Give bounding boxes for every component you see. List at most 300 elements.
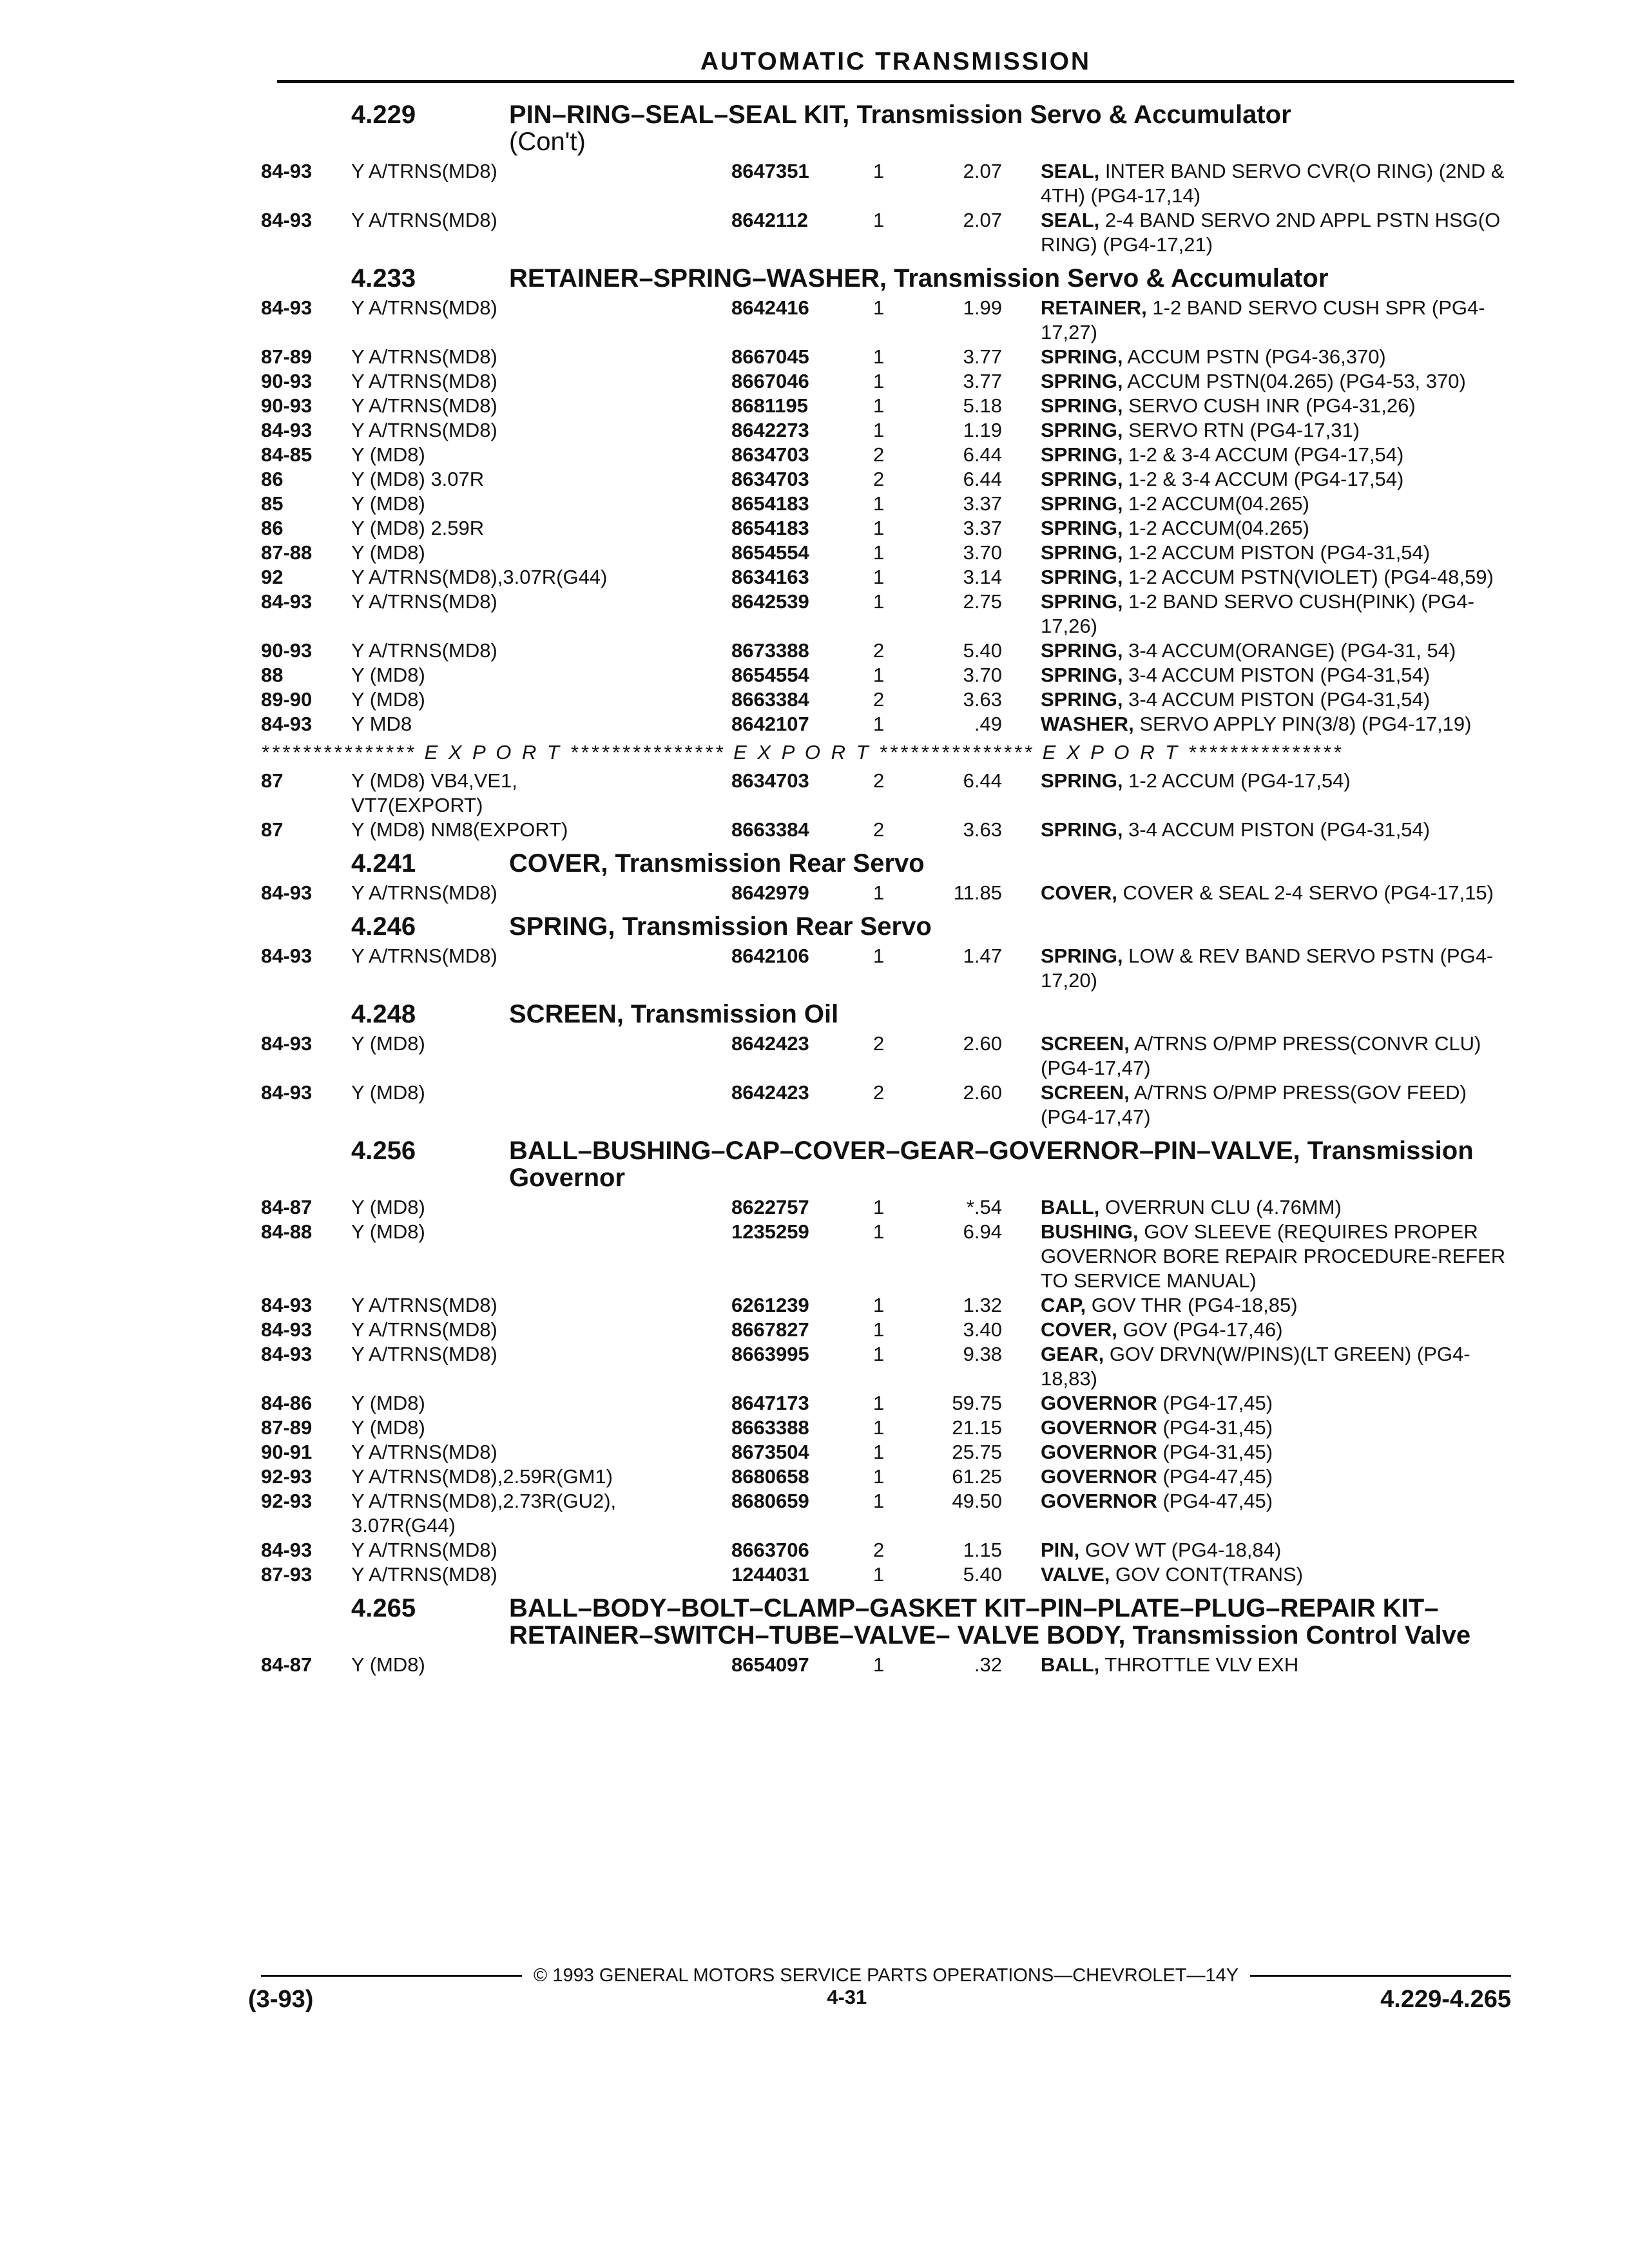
- quantity: 2: [873, 818, 885, 841]
- application-text: Y A/TRNS(MD8): [351, 945, 497, 967]
- quantity: 1: [873, 1318, 885, 1341]
- part-detail: (PG4-47,45): [1162, 1490, 1273, 1512]
- part-detail: OVERRUN CLU (4.76MM): [1104, 1196, 1342, 1218]
- application: [351, 1032, 731, 1056]
- section-subtitle: (Con't): [509, 128, 586, 156]
- application: [351, 394, 731, 418]
- application: [351, 159, 731, 184]
- part-number: 1244031: [731, 1563, 809, 1586]
- footer-page-number: 4-31: [827, 1986, 867, 2008]
- part-name: BALL,: [1041, 1653, 1100, 1676]
- application: [351, 369, 731, 394]
- application: [351, 818, 731, 842]
- part-number: 8663384: [731, 818, 809, 841]
- model-years: 84-93: [261, 1032, 313, 1055]
- catalog-section: [261, 265, 1518, 842]
- price: 3.14: [963, 566, 1002, 588]
- part-detail: GOV CONT(TRANS): [1115, 1563, 1304, 1586]
- price: 6.44: [963, 468, 1002, 490]
- model-years: 84-93: [261, 1318, 313, 1341]
- part-detail: SERVO RTN (PG4-17,31): [1128, 419, 1360, 441]
- table-row: [261, 541, 1518, 565]
- part-detail: ACCUM PSTN (PG4-36,370): [1127, 345, 1386, 368]
- part-detail: 1-2 ACCUM(04.265): [1128, 517, 1309, 539]
- section-title: SPRING, Transmission Rear Servo: [509, 912, 932, 941]
- price: 3.63: [963, 818, 1002, 841]
- application-text: Y A/TRNS(MD8): [351, 370, 497, 392]
- part-number: 8642979: [731, 881, 809, 904]
- section-title-block: [509, 265, 1518, 292]
- part-name: SPRING,: [1041, 443, 1123, 466]
- table-row: [261, 443, 1518, 467]
- application: [351, 590, 731, 614]
- application: [351, 467, 731, 492]
- table-row: [261, 663, 1518, 687]
- application-text: Y (MD8): [351, 1196, 425, 1218]
- part-description: [1041, 1318, 1518, 1342]
- part-number: 8680659: [731, 1490, 809, 1512]
- part-name: GOVERNOR: [1041, 1465, 1157, 1488]
- part-name: COVER,: [1041, 881, 1117, 904]
- page-title: AUTOMATIC TRANSMISSION: [277, 48, 1514, 83]
- part-name: RETAINER,: [1041, 296, 1147, 319]
- part-description: [1041, 492, 1518, 516]
- application-text: Y (MD8) NM8(EXPORT): [351, 818, 568, 841]
- part-detail: A/TRNS O/PMP PRESS(GOV FEED) (PG4-17,47): [1041, 1081, 1467, 1128]
- part-name: GOVERNOR: [1041, 1490, 1157, 1512]
- application-text: Y (MD8) VB4,VE1,: [351, 769, 517, 792]
- part-name: SPRING,: [1041, 370, 1123, 392]
- price: 59.75: [952, 1392, 1002, 1414]
- part-description: [1041, 345, 1518, 369]
- model-years: 84-93: [261, 160, 313, 182]
- part-number: 8663388: [731, 1416, 809, 1439]
- part-number: 8634703: [731, 769, 809, 792]
- application: [351, 1081, 731, 1105]
- part-description: [1041, 541, 1518, 565]
- price: 2.60: [963, 1032, 1002, 1055]
- application: [351, 208, 731, 233]
- application-text: Y A/TRNS(MD8),2.59R(GM1): [351, 1465, 613, 1488]
- model-years: 92-93: [261, 1490, 313, 1512]
- model-years: 89-90: [261, 688, 313, 711]
- part-description: [1041, 467, 1518, 492]
- table-row: [261, 639, 1518, 663]
- part-detail: LOW & REV BAND SERVO PSTN (PG4-17,20): [1041, 945, 1494, 992]
- part-name: CAP,: [1041, 1294, 1086, 1316]
- part-number: 8622757: [731, 1196, 809, 1218]
- quantity: 2: [873, 1539, 885, 1561]
- section-title: BALL–BUSHING–CAP–COVER–GEAR–GOVERNOR–PIN–VALVE, Transmission Governor: [509, 1137, 1474, 1192]
- section-title-block: [509, 913, 1518, 940]
- part-name: SCREEN,: [1041, 1032, 1130, 1055]
- table-row: [261, 1081, 1518, 1129]
- quantity: 2: [873, 639, 885, 662]
- application-text: Y A/TRNS(MD8): [351, 1539, 497, 1561]
- price: 3.77: [963, 370, 1002, 392]
- application-text: Y (MD8): [351, 1392, 425, 1414]
- application-text: Y A/TRNS(MD8): [351, 394, 497, 417]
- part-description: [1041, 1489, 1518, 1514]
- application: [351, 1489, 731, 1538]
- part-detail: GOV THR (PG4-18,85): [1091, 1294, 1298, 1316]
- application-text: Y A/TRNS(MD8): [351, 590, 497, 613]
- part-number: 8654183: [731, 517, 809, 539]
- part-name: BALL,: [1041, 1196, 1100, 1218]
- table-row: [261, 881, 1518, 905]
- model-years: 90-91: [261, 1441, 313, 1463]
- part-name: BUSHING,: [1041, 1220, 1139, 1243]
- application-text: Y A/TRNS(MD8): [351, 1441, 497, 1463]
- table-row: [261, 1342, 1518, 1391]
- part-name: SPRING,: [1041, 419, 1123, 441]
- part-description: [1041, 769, 1518, 793]
- part-description: [1041, 159, 1518, 208]
- part-description: [1041, 296, 1518, 345]
- section-title-block: [509, 1137, 1518, 1191]
- table-row: [261, 296, 1518, 345]
- application: [351, 296, 731, 320]
- quantity: 1: [873, 1563, 885, 1586]
- part-number: 8663706: [731, 1539, 809, 1561]
- part-name: SCREEN,: [1041, 1081, 1130, 1104]
- application: [351, 443, 731, 467]
- quantity: 1: [873, 945, 885, 967]
- part-detail: A/TRNS O/PMP PRESS(CONVR CLU) (PG4-17,47): [1041, 1032, 1481, 1079]
- part-number: 8663384: [731, 688, 809, 711]
- part-number: 8642423: [731, 1081, 809, 1104]
- table-row: [261, 1489, 1518, 1538]
- application-text: 3.07R(G44): [351, 1514, 456, 1537]
- section-number: 4.241: [351, 849, 416, 878]
- quantity: 1: [873, 345, 885, 368]
- part-number: 8647173: [731, 1392, 809, 1414]
- application: [351, 1538, 731, 1562]
- price: 2.07: [963, 209, 1002, 231]
- quantity: 1: [873, 1490, 885, 1512]
- section-title: SCREEN, Transmission Oil: [509, 1000, 839, 1028]
- part-name: GOVERNOR: [1041, 1441, 1157, 1463]
- table-row: [261, 712, 1518, 736]
- part-name: VALVE,: [1041, 1563, 1110, 1586]
- price: 1.15: [963, 1539, 1002, 1561]
- application: [351, 663, 731, 687]
- part-detail: 2-4 BAND SERVO 2ND APPL PSTN HSG(O RING) (PG4-17,21): [1041, 209, 1501, 256]
- table-row: [261, 1538, 1518, 1562]
- quantity: 1: [873, 1441, 885, 1463]
- part-name: SPRING,: [1041, 492, 1123, 515]
- part-description: [1041, 881, 1518, 905]
- table-row: [261, 1032, 1518, 1081]
- quantity: 1: [873, 566, 885, 588]
- table-row: [261, 369, 1518, 394]
- part-name: SPRING,: [1041, 541, 1123, 564]
- catalog-section: [261, 1001, 1518, 1129]
- table-row: [261, 590, 1518, 639]
- price: 3.40: [963, 1318, 1002, 1341]
- table-row: [261, 345, 1518, 369]
- catalog-section: [261, 1137, 1518, 1587]
- table-row: [261, 418, 1518, 443]
- price: 3.63: [963, 688, 1002, 711]
- section-title: PIN–RING–SEAL–SEAL KIT, Transmission Servo & Accumulator: [509, 101, 1291, 129]
- application: [351, 516, 731, 541]
- quantity: 2: [873, 1032, 885, 1055]
- application-text: Y (MD8): [351, 1220, 425, 1243]
- application: [351, 1195, 731, 1220]
- price: 6.94: [963, 1220, 1002, 1243]
- part-number: 1235259: [731, 1220, 809, 1243]
- part-description: [1041, 1653, 1518, 1677]
- part-number: 8654183: [731, 492, 809, 515]
- table-row: [261, 467, 1518, 492]
- application-text: Y A/TRNS(MD8): [351, 1318, 497, 1341]
- model-years: 84-87: [261, 1196, 313, 1218]
- model-years: 84-93: [261, 1539, 313, 1561]
- part-detail: 1-2 ACCUM PSTN(VIOLET) (PG4-48,59): [1128, 566, 1494, 588]
- part-description: [1041, 1416, 1518, 1440]
- price: 3.77: [963, 345, 1002, 368]
- part-description: [1041, 1032, 1518, 1081]
- application-text: Y A/TRNS(MD8): [351, 1294, 497, 1316]
- application: [351, 1220, 731, 1244]
- part-name: SEAL,: [1041, 209, 1100, 231]
- quantity: 1: [873, 664, 885, 686]
- application: [351, 1440, 731, 1465]
- part-number: 8642416: [731, 296, 809, 319]
- quantity: 1: [873, 419, 885, 441]
- application-text: Y A/TRNS(MD8): [351, 419, 497, 441]
- model-years: 84-88: [261, 1220, 313, 1243]
- application: [351, 769, 731, 818]
- section-number: 4.246: [351, 912, 416, 941]
- part-description: [1041, 1220, 1518, 1293]
- part-description: [1041, 394, 1518, 418]
- quantity: 1: [873, 881, 885, 904]
- application: [351, 944, 731, 968]
- section-number: 4.229: [351, 101, 416, 129]
- part-name: SPRING,: [1041, 639, 1123, 662]
- part-detail: GOV SLEEVE (REQUIRES PROPER GOVERNOR BORE REPAIR PROCEDURE-REFER TO SERVICE MANUAL): [1041, 1220, 1506, 1292]
- application-text: Y MD8: [351, 713, 412, 735]
- quantity: 1: [873, 160, 885, 182]
- price: 9.38: [963, 1343, 1002, 1365]
- part-description: [1041, 1440, 1518, 1465]
- catalog-section: [261, 913, 1518, 993]
- section-heading: [261, 850, 1518, 877]
- part-name: GOVERNOR: [1041, 1392, 1157, 1414]
- model-years: 90-93: [261, 370, 313, 392]
- part-description: [1041, 687, 1518, 712]
- model-years: 86: [261, 468, 284, 490]
- application: [351, 639, 731, 663]
- application: [351, 1391, 731, 1416]
- part-number: 6261239: [731, 1294, 809, 1316]
- part-detail: 1-2 ACCUM(04.265): [1128, 492, 1309, 515]
- application-text: Y (MD8) 3.07R: [351, 468, 485, 490]
- footer-copyright-line: [261, 1965, 1511, 1986]
- quantity: 1: [873, 1196, 885, 1218]
- model-years: 84-93: [261, 945, 313, 967]
- application: [351, 1318, 731, 1342]
- quantity: 2: [873, 1081, 885, 1104]
- application-text: Y (MD8): [351, 1081, 425, 1104]
- model-years: 84-93: [261, 590, 313, 613]
- quantity: 1: [873, 370, 885, 392]
- model-years: 88: [261, 664, 284, 686]
- part-number: 8642273: [731, 419, 809, 441]
- price: 6.44: [963, 769, 1002, 792]
- price: 21.15: [952, 1416, 1002, 1439]
- part-description: [1041, 1342, 1518, 1391]
- quantity: 1: [873, 492, 885, 515]
- footer: [248, 1986, 1511, 2013]
- model-years: 84-93: [261, 1081, 313, 1104]
- part-detail: COVER & SEAL 2-4 SERVO (PG4-17,15): [1123, 881, 1494, 904]
- part-description: [1041, 663, 1518, 687]
- table-row: [261, 1465, 1518, 1489]
- model-years: 92: [261, 566, 284, 588]
- part-name: SPRING,: [1041, 394, 1123, 417]
- part-detail: 3-4 ACCUM(ORANGE) (PG4-31, 54): [1128, 639, 1456, 662]
- table-row: [261, 687, 1518, 712]
- section-title-block: [509, 1001, 1518, 1028]
- part-description: [1041, 516, 1518, 541]
- part-description: [1041, 443, 1518, 467]
- part-name: COVER,: [1041, 1318, 1117, 1341]
- part-detail: (PG4-31,45): [1162, 1441, 1273, 1463]
- part-description: [1041, 369, 1518, 394]
- model-years: 90-93: [261, 639, 313, 662]
- quantity: 1: [873, 713, 885, 735]
- application-text: Y A/TRNS(MD8): [351, 639, 497, 662]
- part-description: [1041, 1293, 1518, 1318]
- catalog-section: [261, 1595, 1518, 1677]
- model-years: 84-85: [261, 443, 313, 466]
- price: *.54: [966, 1196, 1002, 1218]
- table-row: [261, 818, 1518, 842]
- application-text: VT7(EXPORT): [351, 794, 483, 816]
- part-description: [1041, 565, 1518, 590]
- model-years: 87: [261, 769, 284, 792]
- price: 5.40: [963, 639, 1002, 662]
- table-row: [261, 208, 1518, 257]
- footer-section-range: 4.229-4.265: [1380, 1986, 1511, 2013]
- price: 1.99: [963, 296, 1002, 319]
- model-years: 85: [261, 492, 284, 515]
- part-detail: 1-2 BAND SERVO CUSH(PINK) (PG4-17,26): [1041, 590, 1474, 637]
- part-description: [1041, 944, 1518, 993]
- part-description: [1041, 1195, 1518, 1220]
- price: 1.19: [963, 419, 1002, 441]
- section-title-block: [509, 101, 1518, 155]
- section-heading: [261, 101, 1518, 155]
- part-detail: 3-4 ACCUM PISTON (PG4-31,54): [1128, 664, 1431, 686]
- parts-catalog: [261, 93, 1518, 1677]
- part-description: [1041, 1465, 1518, 1489]
- table-row: [261, 769, 1518, 818]
- model-years: 92-93: [261, 1465, 313, 1488]
- table-row: [261, 1440, 1518, 1465]
- quantity: 1: [873, 1392, 885, 1414]
- model-years: 87-89: [261, 1416, 313, 1439]
- part-detail: THROTTLE VLV EXH: [1104, 1653, 1299, 1676]
- quantity: 2: [873, 688, 885, 711]
- section-heading: [261, 913, 1518, 940]
- price: 2.07: [963, 160, 1002, 182]
- application-text: Y A/TRNS(MD8),3.07R(G44): [351, 566, 608, 588]
- quantity: 1: [873, 590, 885, 613]
- part-name: GOVERNOR: [1041, 1416, 1157, 1439]
- application: [351, 1653, 731, 1677]
- application-text: Y (MD8): [351, 1653, 425, 1676]
- model-years: 84-93: [261, 419, 313, 441]
- table-row: [261, 1562, 1518, 1587]
- part-number: 8634703: [731, 443, 809, 466]
- model-years: 87: [261, 818, 284, 841]
- part-detail: INTER BAND SERVO CVR(O RING) (2ND & 4TH) (PG4-17,14): [1041, 160, 1505, 207]
- part-name: SPRING,: [1041, 566, 1123, 588]
- application-text: Y (MD8): [351, 688, 425, 711]
- footer-rule-right: [1250, 1975, 1511, 1977]
- section-number: 4.233: [351, 264, 416, 293]
- section-heading: [261, 265, 1518, 292]
- part-number: 8667827: [731, 1318, 809, 1341]
- price: 3.37: [963, 517, 1002, 539]
- application-text: Y (MD8): [351, 1416, 425, 1439]
- table-row: [261, 1416, 1518, 1440]
- price: .49: [974, 713, 1002, 735]
- part-number: 8634703: [731, 468, 809, 490]
- price: 3.70: [963, 541, 1002, 564]
- quantity: 2: [873, 443, 885, 466]
- footer-revision-date: (3-93): [248, 1986, 314, 2013]
- part-name: SPRING,: [1041, 468, 1123, 490]
- table-row: [261, 565, 1518, 590]
- quantity: 1: [873, 541, 885, 564]
- price: .32: [974, 1653, 1002, 1676]
- application-text: Y (MD8): [351, 541, 425, 564]
- application: [351, 345, 731, 369]
- quantity: 1: [873, 1220, 885, 1243]
- footer-rule-left: [261, 1975, 522, 1977]
- table-row: [261, 1653, 1518, 1677]
- model-years: 84-93: [261, 1343, 313, 1365]
- export-divider: *************** E X P O R T *************** E X P O R T *************** E X P O R T ***************: [261, 741, 1344, 764]
- part-number: 8642106: [731, 945, 809, 967]
- section-number: 4.248: [351, 1000, 416, 1028]
- table-row: [261, 159, 1518, 208]
- price: 3.37: [963, 492, 1002, 515]
- part-detail: 1-2 BAND SERVO CUSH SPR (PG4-17,27): [1041, 296, 1485, 343]
- application: [351, 492, 731, 516]
- quantity: 2: [873, 468, 885, 490]
- quantity: 1: [873, 1343, 885, 1365]
- part-detail: ACCUM PSTN(04.265) (PG4-53, 370): [1127, 370, 1466, 392]
- application-text: Y (MD8): [351, 443, 425, 466]
- part-description: [1041, 1081, 1518, 1129]
- application: [351, 1293, 731, 1318]
- part-description: [1041, 639, 1518, 663]
- quantity: 1: [873, 1465, 885, 1488]
- application: [351, 565, 731, 590]
- part-detail: SERVO APPLY PIN(3/8) (PG4-17,19): [1139, 713, 1472, 735]
- catalog-section: [261, 101, 1518, 257]
- price: 1.47: [963, 945, 1002, 967]
- section-heading: [261, 1595, 1518, 1649]
- footer-copyright: © 1993 GENERAL MOTORS SERVICE PARTS OPERATIONS—CHEVROLET—14Y: [533, 1965, 1239, 1986]
- catalog-section: [261, 850, 1518, 905]
